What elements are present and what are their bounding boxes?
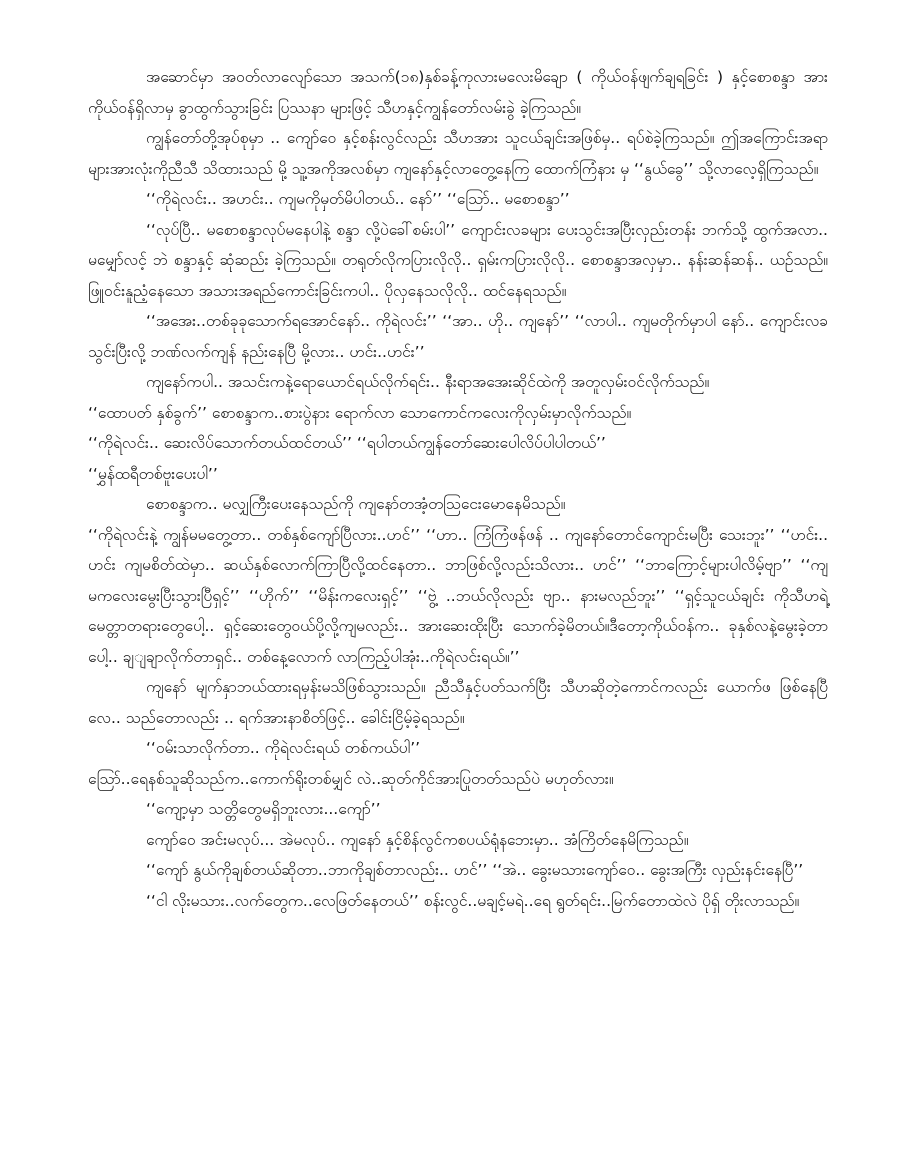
paragraph-15: ‘‘ကျော့မှာ သတ္တိတွေမရှိဘူးလား...ကျော်’’ — [146, 800, 381, 818]
paragraph-13: ‘‘ဝမ်းသာလိုက်တာ.. ကိုရဲလင်းရယ် တစ်ကယ်ပါ’’ — [146, 739, 421, 757]
paragraph-6: ကျနော်ကပါ.. အသင်းကနဲ့ရောယောင်ရယ်လိုက်ရင်း.. နီးရာအအေးဆိုင်ထဲကို အတူလှမ်းဝင်လိုက်သည်။ — [146, 373, 710, 391]
paragraph-4: ‘‘လုပ်ပြီ.. မစောစန္ဒာလုပ်မနေပါနဲ့ စန္ဒာ လို့ပဲခေါ်စမ်းပါ’’ ကျောင်းလခများ ပေးသွင်းအပြီးလှည်းတန်း ဘက်သို့ ထွက်အလာ.. မမျှော်လင့် ဘဲ စန္ဒာနှင့် ဆုံဆည်း ခဲ့ကြသည်။ တရုတ်လိုကပြားလိုလို.. ရှမ်းကပြားလိုလို.. စောစန္ဒာအလှမှာ.. နန်းဆန်ဆန်.. ယဥ်သည်။ ဖြူဝင်းနူညံ့နေသော အသားအရည်ကောင်းခြင်းကပါ.. ပိုလှနေသလိုလို.. ထင်နေရသည်။ — [88, 220, 828, 300]
paragraph-9: ‘‘မွှန်ထရီတစ်ဗူးပေးပါ’’ — [88, 464, 218, 483]
paragraph-1: အဆောင်မှာ အဝတ်လာလျော်သော အသက်(၁၈)နှစ်ခန့်ကုလားမလေးမိချော ( ကိုယ်ဝန်ဖျက်ချရခြင်း ) နှင့်စောစန္ဒာ အားကိုယ်ဝန်ရှိလာမှ ခွာထွက်သွားခြင်း ပြဿနာ များဖြင့် သီဟနှင့်ကျွန်တော်လမ်းခွဲ ခဲ့ကြသည်။ — [88, 68, 828, 117]
paragraph-16: ကျော်ဝေ အင်းမလုပ်... အဲမလုပ်.. ကျနော် နှင့်စိန်လွင်ကစပယ်ရုံနဘေးမှာ.. အံကြိတ်နေမိကြသည်။ — [146, 830, 689, 849]
paragraph-7: ‘‘ထောပတ် နှစ်ခွက်’’ စောစန္ဒာက..စားပွဲနား ရောက်လာ သောကောင်ကလေးကိုလှမ်းမှာလိုက်သည်။ — [88, 403, 632, 422]
paragraph-14: သြော်..ရေနစ်သူဆိုသည်က..ကောက်ရိုးတစ်မျှင် လဲ..ဆုတ်ကိုင်အားပြုတတ်သည်ပဲ မဟုတ်လား။ — [88, 769, 614, 788]
paragraph-10: စောစန္ဒာက.. မလျှကြီးပေးနေသည်ကို ကျနော်တအံ့တသြငေးမောနေမိသည်။ — [146, 495, 566, 513]
paragraph-17: ‘‘ကျော် နွယ်ကိုချစ်တယ်ဆိုတာ..ဘာကိုချစ်တာလည်း.. ဟင်’’ ‘‘အဲ.. ခွေးမသားကျော်ဝေ.. ခွေးအကြီး လှည်းနင်းနေပြီ’’ — [146, 861, 804, 879]
paragraph-5: ‘‘အအေး..တစ်ခုခုသောက်ရအောင်နော်.. ကိုရဲလင်း’’ ‘‘အာ.. ဟို.. ကျနော်’’ ‘‘လာပါ.. ကျမတိုက်မှာပါ နော်.. ကျောင်းလခသွင်းပြီးလို့ ဘဏ်လက်ကျန် နည်းနေပြီ မို့လား.. ဟင်း..ဟင်း’’ — [88, 312, 828, 361]
paragraph-18: ‘‘ငါ လိုးမသား..လက်တွေက..လေဖြတ်နေတယ်’’ စန်းလွင်..မချင့်မရဲ..ရေ ရွတ်ရင်း..မြက်တောထဲလဲ ပိုရှ် တိုးလာသည်။ — [146, 891, 800, 910]
paragraph-8: ‘‘ကိုရဲလင်း.. ဆေးလိပ်သောက်တယ်ထင်တယ်’’ ‘‘ရပါတယ်ကျွန်တော်ဆေးပေါလိပ်ပါပါတယ်’’ — [88, 434, 606, 452]
paragraph-2: ကျွန်တော်တို့အုပ်စုမှာ .. ကျော်ဝေ နှင့်စန်းလွင်လည်း သီဟအား သူငယ်ချင်းအဖြစ်မှ.. ရပ်စဲခဲ့ကြသည်။ ဤအကြောင်းအရာများအားလုံးကိုညီသီ သိထားသည် မို့ သူ့အကိုအလစ်မှာ ကျနော်နှင့်လာတွေ့နေကြ ထောက်ကြံနား မှ ‘‘နွယ်ခွေ’’ သို့လာလေ့ရှိကြသည်။ — [88, 129, 828, 178]
paragraph-3: ‘‘ကိုရဲလင်း.. အဟင်း.. ကျမကိုမှတ်မိပါတယ်.. နော်’’ ‘‘သြော်.. မစောစန္ဒာ’’ — [146, 190, 570, 208]
paragraph-11: ‘‘ကိုရဲလင်းနဲ့ ကျွန်မမတွေ့တာ.. တစ်နှစ်ကျော်ပြီလား..ဟင်’’ ‘‘ဟာ.. ကြံကြံဖန်ဖန် .. ကျနော်တောင်ကျောင်းမပြီး သေးဘူး’’ ‘‘ဟင်း.. ဟင်း ကျမစိတ်ထဲမှာ.. ဆယ်နှစ်လောက်ကြာပြီလို့ထင်နေတာ.. ဘာဖြစ်လို့လည်းသိလား.. ဟင်’’ ‘‘ဘာကြောင့်များပါလိမ့်ဗျာ’’ ‘‘ကျမကလေးမွေးပြီးသွားပြီရှင့်’’ ‘‘ဟိုက်’’ ‘‘မိန်းကလေးရှင့်’’ ‘‘ဗွဲ့ ..ဘယ်လိုလည်း ဗျာ.. နားမလည်ဘူး’’ ‘‘ရှင့်သူငယ်ချင်း ကိုသီဟရဲ့မေတ္တာတရားတွေပေါ့.. ရှင့်ဆေးတွေဝယ်ပို့လို့ကျမလည်း.. အားဆေးထိုးပြီး သောက်ခဲ့မိတယ်။ဒီတော့ကိုယ်ဝန်က.. ခုနှစ်လနဲ့မွေးခဲ့တာပေါ့.. ချျချာလိုက်တာရှင်.. တစ်နေ့လောက် လာကြည့်ပါအုံး..ကိုရဲလင်းရယ်။’’ — [88, 525, 828, 666]
paragraph-12: ကျနော် မျက်နှာဘယ်ထားရမှန်းမသိဖြစ်သွားသည်။ ညီသီနှင့်ပတ်သက်ပြီး သီဟဆိုတဲ့ကောင်ကလည်း ယောက်ဖ ဖြစ်နေပြီလေ.. သည်တောလည်း .. ရက်အားနာစိတ်ဖြင့်.. ခေါင်းငြိမ့်ခဲ့ရသည်။ — [88, 678, 828, 727]
